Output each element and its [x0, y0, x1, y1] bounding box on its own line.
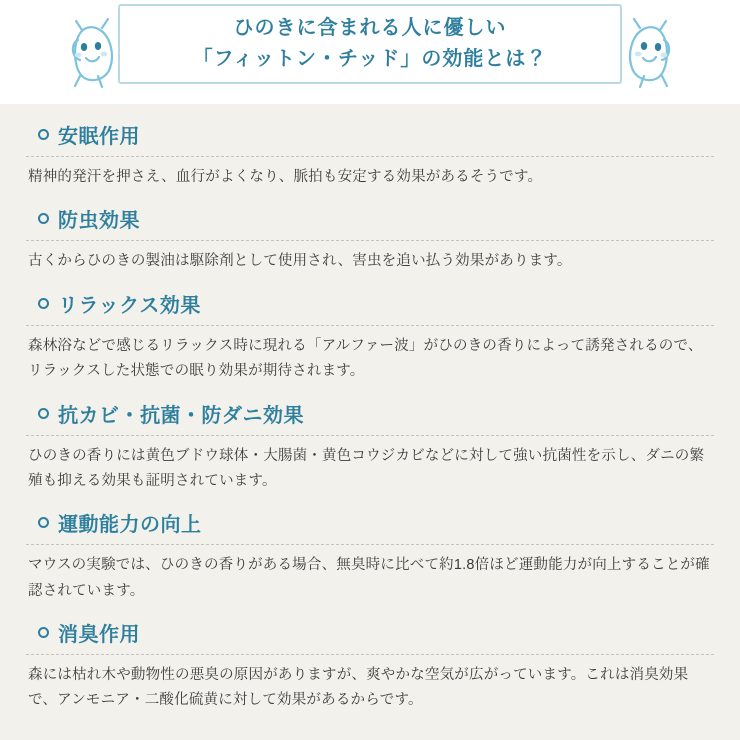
effect-description-text: 古くからひのきの製油は駆除剤として使用され、害虫を追い払う効果があります。 [28, 253, 572, 270]
effect-description-text: マウスの実験では、ひのきの香りがある場合、無臭時に比べて約1.8倍ほど運動能力が向上することが確認されています。 [28, 557, 710, 599]
effect-description-text: ひのきの香りには黄色ブドウ球体・大腸菌・黄色コウジカビなどに対して強い抗菌性を示し、ダニの繁殖も抑える効果も証明されています。 [28, 447, 705, 489]
circle-bullet-icon [38, 627, 49, 638]
effect-title: 抗カビ・抗菌・防ダニ効果 [58, 404, 304, 427]
effect-heading [26, 508, 714, 537]
dashed-divider [26, 156, 714, 157]
list-item [26, 508, 714, 604]
circle-bullet-icon [38, 129, 49, 140]
list-item [26, 204, 714, 274]
effect-title: 運動能力の向上 [58, 514, 202, 537]
effect-heading [26, 120, 714, 149]
list-item [26, 399, 714, 495]
effect-heading [26, 204, 714, 233]
effect-heading [26, 618, 714, 647]
effect-description [26, 165, 714, 190]
effect-description-text: 森には枯れ木や動物性の悪臭の原因がありますが、爽やかな空気が広がっています。これは消臭効果で、アンモニア・二酸化硫黄に対して効果があるからです。 [28, 667, 689, 709]
list-item [26, 618, 714, 714]
dashed-divider [26, 544, 714, 545]
effect-description [26, 553, 714, 604]
effect-description-text: 森林浴などで感じるリラックス時に現れる「アルファー波」がひのきの香りによって誘発されるので、リラックスした状態での眠り効果が期待されます。 [28, 337, 703, 380]
circle-bullet-icon [38, 517, 49, 528]
title-banner [118, 4, 622, 84]
effect-description [26, 249, 714, 274]
list-item [26, 289, 714, 385]
effect-description [26, 334, 714, 385]
circle-bullet-icon [38, 298, 49, 309]
header-banner-area [0, 0, 740, 104]
dashed-divider [26, 325, 714, 326]
effect-heading [26, 289, 714, 318]
dashed-divider [26, 240, 714, 241]
circle-bullet-icon [38, 213, 49, 224]
effect-description-text: 精神的発汗を押さえ、血行がよくなり、脈拍も安定する効果があるそうです。 [28, 169, 543, 185]
dashed-divider [26, 435, 714, 436]
effect-title: 防虫効果 [58, 210, 140, 233]
list-item [26, 120, 714, 190]
effect-list [0, 104, 740, 714]
effect-description [26, 663, 714, 714]
effect-description [26, 444, 714, 495]
page-title-line-1: ひのきに含まれる人に優しい [233, 17, 507, 39]
effect-title: 安眠作用 [58, 126, 140, 148]
effect-title: 消臭作用 [58, 624, 140, 646]
circle-bullet-icon [38, 408, 49, 419]
effect-heading [26, 399, 714, 428]
effect-title: リラックス効果 [58, 294, 201, 317]
page-title-line-2: 「フィットン・チッド」の効能とは？ [192, 48, 548, 70]
dashed-divider [26, 654, 714, 655]
